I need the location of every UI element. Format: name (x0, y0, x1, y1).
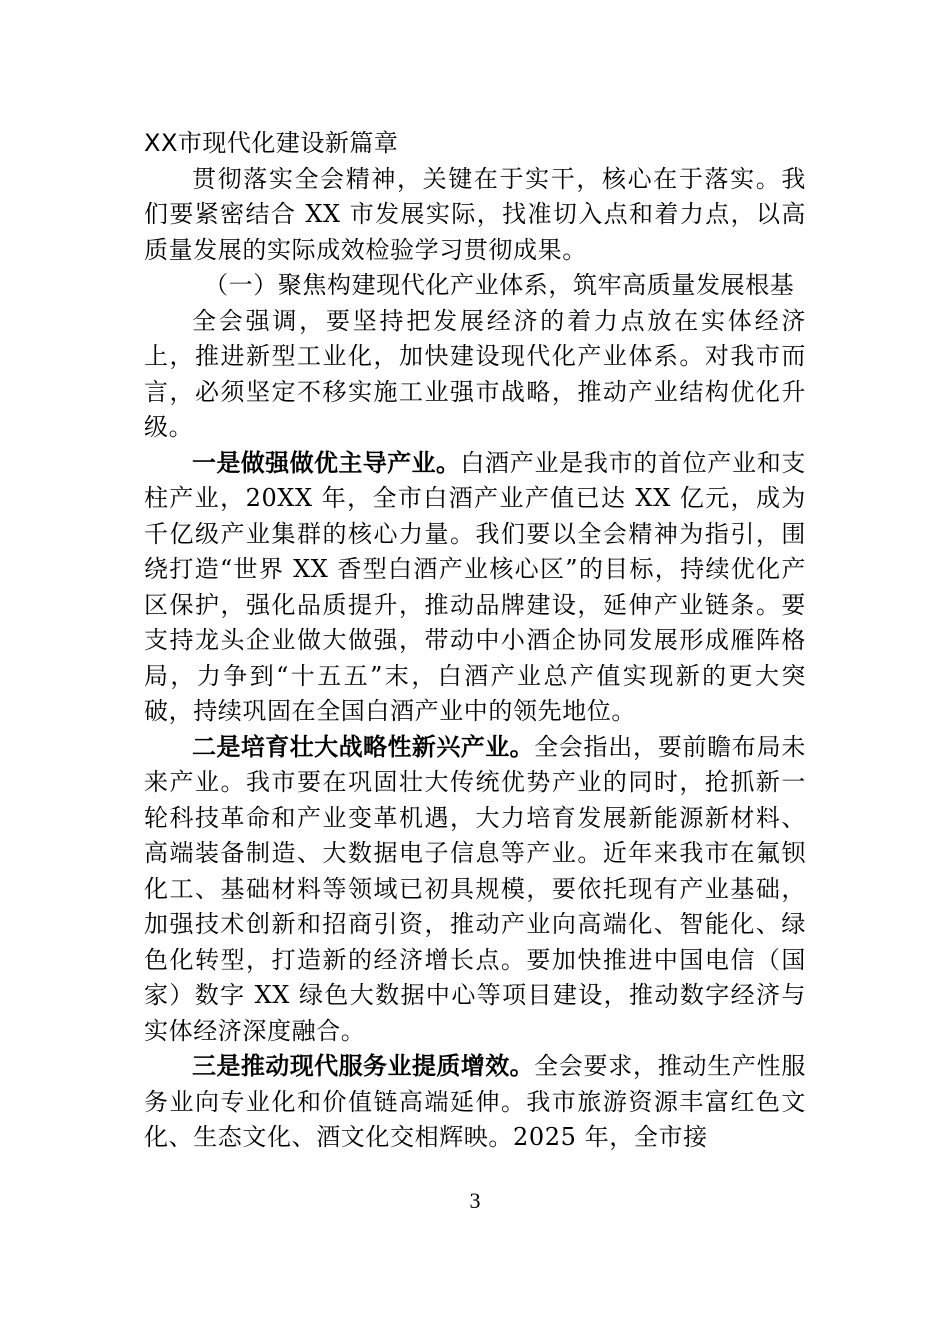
paragraph-text: 全会指出，要前瞻布局未来产业。我市要在巩固壮大传统优势产业的同时，抢抓新一轮科技革命和产业变革机遇，大力培育发展新能源新材料、高端装备制造、大数据电子信息等产业。近年来我市在氟钡化工、基础材料等领域已初具规模，要依托现有产业基础，加强技术创新和招商引资，推动产业向高端化、智能化、绿色化转型，打造新的经济增长点。要加快推进中国电信（国家）数字 XX 绿色大数据中心等项目建设，推动数字经济与实体经济深度融合。 (144, 732, 806, 1045)
subheading-one (144, 268, 806, 304)
paragraph-text: 全会强调，要坚持把发展经济的着力点放在实体经济上，推进新型工业化，加快建设现代化产业体系。对我市而言，必须坚定不移实施工业强市战略，推动产业结构优化升级。 (144, 306, 806, 441)
page-number: 3 (469, 1188, 481, 1213)
paragraph-text: 全会要求，推动生产性服务业向专业化和价值链高端延伸。我市旅游资源丰富红色文化、生态文化、酒文化交相辉映。2025 年，全市接 (144, 1052, 806, 1151)
paragraph-lead: 二是培育壮大战略性新兴产业。 (192, 732, 535, 761)
paragraph-text: 白酒产业是我市的首位产业和支柱产业，20XX 年，全市白酒产业产值已达 XX 亿元，成为千亿级产业集群的核心力量。我们要以全会精神为指引，围绕打造“世界 XX 香型白酒产业核心区”的目标，持续优化产区保护，强化品质提升，推动品牌建设，延伸产业链条。要支持龙头企业做大做强，带动中小酒企协同发展形成雁阵格局，力争到“十五五”末，白酒产业总产值实现新的更大突破，持续巩固在全国白酒产业中的领先地位。 (144, 448, 806, 725)
paragraph-lead: 三是推动现代服务业提质增效。 (192, 1052, 535, 1080)
paragraph-service-industry (144, 1049, 806, 1156)
paragraph-industry-system (144, 304, 806, 446)
subheading-text: （一）聚焦构建现代化产业体系，筑牢高质量发展根基 (204, 271, 795, 299)
paragraph-intro (144, 162, 806, 269)
document-page (144, 126, 806, 1156)
paragraph-text: 贯彻落实全会精神，关键在于实干，核心在于落实。我们要紧密结合 XX 市发展实际，找准切入点和着力点，以高质量发展的实际成效检验学习贯彻成果。 (144, 164, 806, 264)
paragraph-lead: 一是做强做优主导产业。 (192, 448, 461, 477)
paragraph-emerging-industry (144, 730, 806, 1050)
paragraph-leading-industry (144, 446, 806, 730)
section-title: XX市现代化建设新篇章 (144, 129, 399, 157)
